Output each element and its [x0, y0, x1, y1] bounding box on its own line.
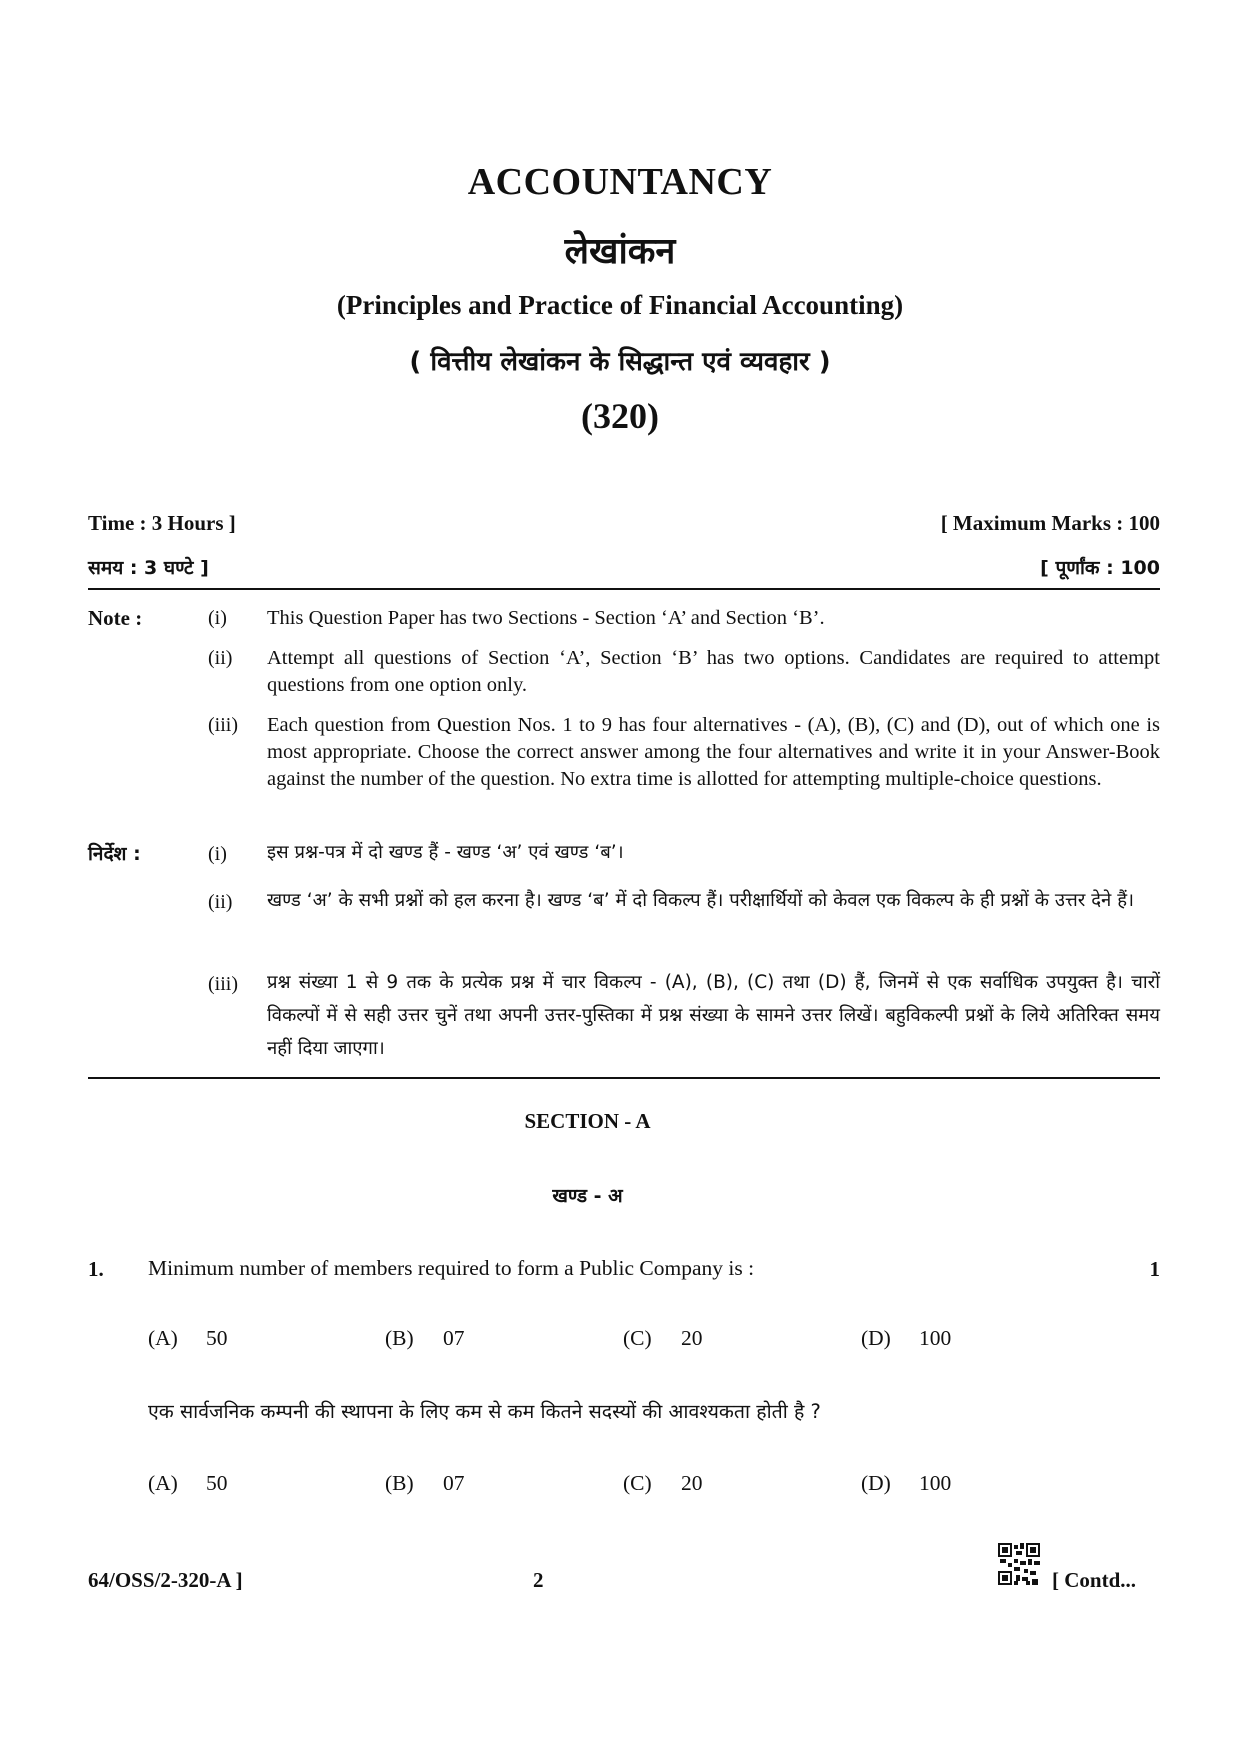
option-d	[861, 1326, 951, 1351]
note-hindi-item-text: प्रश्न संख्या 1 से 9 तक के प्रत्येक प्रश्न में चार विकल्प - (A), (B), (C) तथा (D) हैं, जिनमें से एक सर्वाधिक उपयुक्त है। चारों विकल्पों में से सही उत्तर चुनें तथा अपनी उत्तर-पुस्तिका में प्रश्न संख्या के सामने उत्तर लिखें। बहुविकल्पी प्रश्नों के लिये अतिरिक्त समय नहीं दिया जाएगा।	[267, 972, 1160, 1059]
option-label: (D)	[861, 1326, 891, 1350]
paper-code: (320)	[581, 396, 659, 436]
option-label: (C)	[623, 1326, 652, 1350]
note-item-text: Attempt all questions of Section ‘A’, Section ‘B’ has two options. Candidates are required to attempt questions from one option only.	[267, 647, 1160, 696]
option-value: 07	[443, 1326, 465, 1350]
paper-subtitle: (Principles and Practice of Financial Accounting)	[336, 290, 904, 320]
option-label: (A)	[148, 1326, 178, 1350]
option-value: 07	[443, 1471, 465, 1495]
paper-subtitle-hindi: ( वित्तीय लेखांकन के सिद्धान्त एवं व्यवहार )	[409, 347, 831, 377]
section-title: SECTION - A	[524, 1109, 651, 1133]
page-number: 2	[533, 1568, 544, 1592]
option-value: 50	[206, 1471, 228, 1495]
footer-paper-code: 64/OSS/2-320-A ]	[88, 1568, 243, 1592]
max-marks-label-hindi: [ पूर्णांक : 100	[1040, 557, 1160, 579]
option-label: (B)	[385, 1471, 414, 1495]
option-value: 50	[206, 1326, 228, 1350]
note-item-num: (ii)	[208, 647, 233, 669]
note-item-num: (iii)	[208, 714, 238, 736]
note-label-hindi: निर्देश :	[88, 843, 141, 865]
qr-code-icon	[998, 1543, 1040, 1585]
option-d-hindi	[861, 1471, 951, 1496]
option-value: 100	[919, 1471, 952, 1495]
paper-title-hindi: लेखांकन	[564, 231, 676, 272]
divider-bottom	[88, 1077, 1160, 1079]
option-c-hindi	[623, 1471, 703, 1496]
option-value: 20	[681, 1326, 703, 1350]
option-c	[623, 1326, 703, 1351]
note-item-num: (i)	[208, 607, 227, 629]
option-a	[148, 1326, 228, 1351]
option-label: (B)	[385, 1326, 414, 1350]
question-marks: 1	[1149, 1257, 1160, 1281]
note-hindi-item-num: (ii)	[208, 891, 233, 913]
note-hindi-item-num: (iii)	[208, 973, 238, 995]
option-label: (C)	[623, 1471, 652, 1495]
option-a-hindi	[148, 1471, 228, 1496]
option-b	[385, 1326, 465, 1351]
question-text: Minimum number of members required to form a Public Company is :	[148, 1256, 755, 1280]
section-title-hindi: खण्ड - अ	[552, 1185, 623, 1207]
max-marks-label: [ Maximum Marks : 100	[940, 511, 1160, 535]
note-item-text: This Question Paper has two Sections - Section ‘A’ and Section ‘B’.	[267, 607, 825, 629]
note-hindi-item-text: इस प्रश्न-पत्र में दो खण्ड हैं - खण्ड ‘अ’ एवं खण्ड ‘ब’।	[267, 842, 624, 863]
option-b-hindi	[385, 1471, 465, 1496]
question-number: 1.	[88, 1257, 104, 1281]
question-text-hindi: एक सार्वजनिक कम्पनी की स्थापना के लिए कम से कम कितने सदस्यों की आवश्यकता होती है ?	[148, 1400, 821, 1423]
option-value: 100	[919, 1326, 952, 1350]
time-label: Time : 3 Hours ]	[88, 511, 236, 535]
note-hindi-item-num: (i)	[208, 843, 227, 865]
option-value: 20	[681, 1471, 703, 1495]
paper-title: ACCOUNTANCY	[467, 161, 773, 203]
option-label: (A)	[148, 1471, 178, 1495]
continued-label: [ Contd...	[1052, 1568, 1137, 1592]
note-hindi-item-text: खण्ड ‘अ’ के सभी प्रश्नों को हल करना है। खण्ड ‘ब’ में दो विकल्प हैं। परीक्षार्थियों को केवल एक विकल्प के ही प्रश्नों के उत्तर देने हैं।	[267, 890, 1135, 911]
note-label: Note :	[88, 606, 143, 630]
option-label: (D)	[861, 1471, 891, 1495]
divider-top	[88, 588, 1160, 590]
note-item-text: Each question from Question Nos. 1 to 9 has four alternatives - (A), (B), (C) and (D), out of which one is most appropriate. Choose the correct answer among the four alternatives and write it in your Answer-Book against the number of the question. No extra time is allotted for attempting multiple-choice questions.	[267, 714, 1160, 790]
time-label-hindi: समय : 3 घण्टे ]	[88, 557, 209, 579]
